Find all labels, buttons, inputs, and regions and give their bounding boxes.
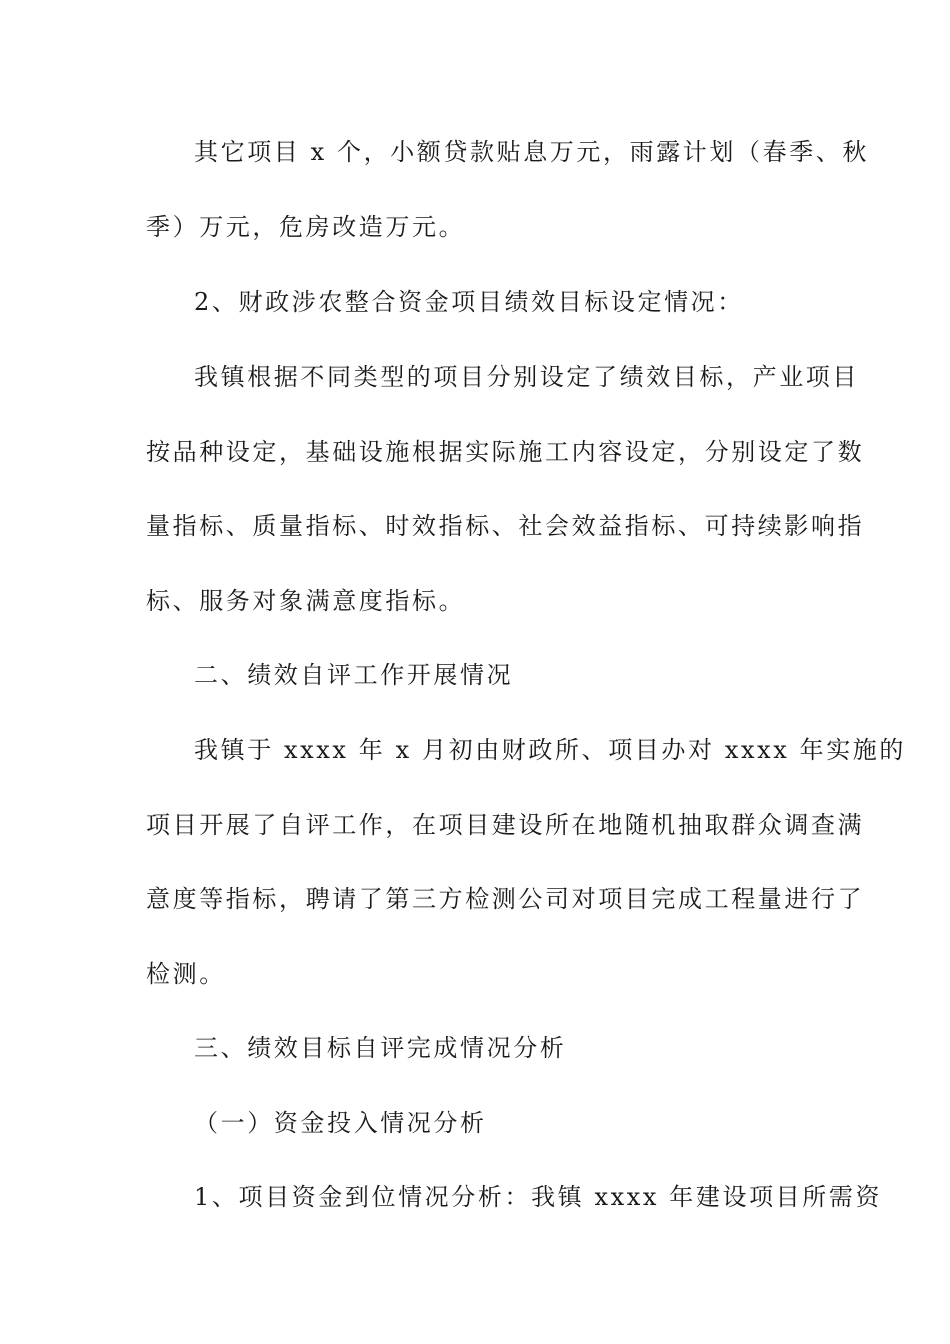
paragraph-line: 1、项目资金到位情况分析：我镇 xxxx 年建设项目所需资 <box>194 1183 883 1211</box>
paragraph-line: 项目开展了自评工作，在项目建设所在地随机抽取群众调查满 <box>146 811 865 839</box>
paragraph-line: 检测。 <box>146 960 226 988</box>
paragraph-line: 按品种设定，基础设施根据实际施工内容设定，分别设定了数 <box>146 438 865 466</box>
section-heading: 三、绩效目标自评完成情况分析 <box>194 1034 567 1062</box>
paragraph-line: 季）万元，危房改造万元。 <box>146 213 466 241</box>
section-heading: 2、财政涉农整合资金项目绩效目标设定情况： <box>194 288 744 316</box>
paragraph-line: 我镇于 xxxx 年 x 月初由财政所、项目办对 xxxx 年实施的 <box>194 736 906 764</box>
paragraph-line: 标、服务对象满意度指标。 <box>146 587 466 615</box>
section-heading: 二、绩效自评工作开展情况 <box>194 661 514 689</box>
paragraph-line: 我镇根据不同类型的项目分别设定了绩效目标，产业项目 <box>194 363 859 391</box>
paragraph-line: 其它项目 x 个，小额贷款贴息万元，雨露计划（春季、秋 <box>194 138 869 166</box>
paragraph-line: 意度等指标，聘请了第三方检测公司对项目完成工程量进行了 <box>146 885 865 913</box>
subsection-heading: （一）资金投入情况分析 <box>194 1109 487 1137</box>
paragraph-line: 量指标、质量指标、时效指标、社会效益指标、可持续影响指 <box>146 512 865 540</box>
